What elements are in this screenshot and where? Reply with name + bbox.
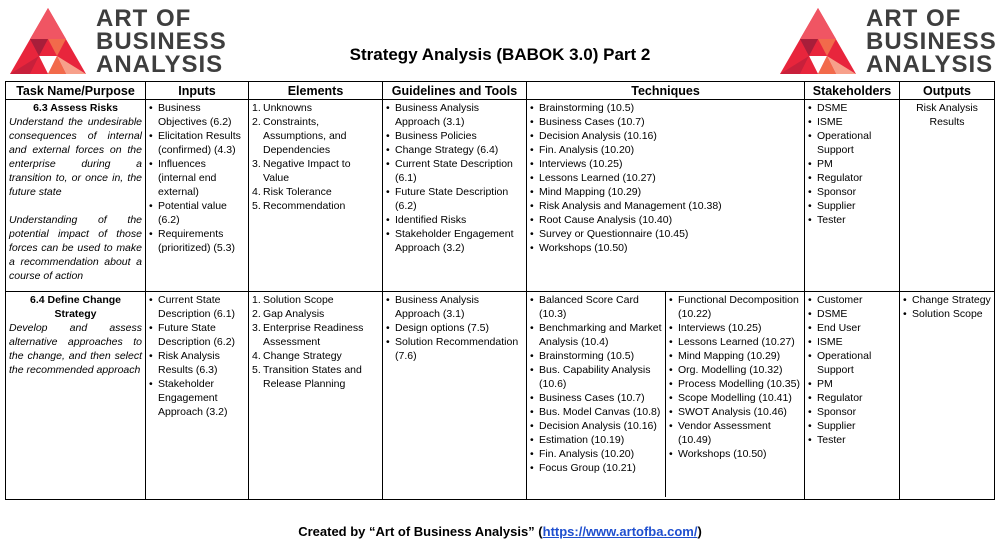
list-item: 5. Recommendation	[252, 199, 379, 213]
elements-cell	[249, 292, 383, 500]
list-item: • Design options (7.5)	[386, 321, 523, 335]
list-item: • Workshops (10.50)	[530, 241, 801, 255]
list-item: 2. Constraints, Assumptions, and Dependencies	[252, 115, 379, 157]
header-task: Task Name/Purpose	[6, 82, 146, 100]
footer-suffix: )	[697, 524, 702, 539]
logo-line: BUSINESS	[96, 28, 227, 55]
stakeholders-cell	[805, 100, 900, 292]
list-item: • Operational Support	[808, 349, 896, 377]
list-item: • Vendor Assessment (10.49)	[669, 419, 801, 447]
list-item: • Org. Modelling (10.32)	[669, 363, 801, 377]
outputs-cell	[900, 100, 995, 292]
website-link[interactable]: https://www.artofba.com/	[542, 524, 698, 539]
outputs-cell	[900, 292, 995, 500]
list-item: • Elicitation Results (confirmed) (4.3)	[149, 129, 245, 157]
logo-line: BUSINESS	[866, 28, 997, 55]
list-item: 3. Enterprise Readiness Assessment	[252, 321, 379, 349]
list-item: • DSME	[808, 307, 896, 321]
logo-line: ART OF	[866, 5, 962, 32]
list-item: • Future State Description (6.2)	[149, 321, 245, 349]
list-item: • PM	[808, 377, 896, 391]
list-item: • Balanced Score Card (10.3)	[530, 293, 662, 321]
task-purpose: Develop and assess alternative approaches to the change, and then select the recommended approach	[9, 322, 142, 376]
page-title: Strategy Analysis (BABOK 3.0) Part 2	[349, 45, 651, 64]
header-stakeholders: Stakeholders	[805, 82, 900, 100]
list-item: 3. Negative Impact to Value	[252, 157, 379, 185]
task-purpose: Understand the undesirable consequences of internal and external forces on the enterprise during a transition to, or once in, the future state	[9, 116, 142, 198]
list-item: • Decision Analysis (10.16)	[530, 419, 662, 433]
list-item: • Sponsor	[808, 185, 896, 199]
guidelines-cell	[383, 292, 527, 500]
list-item: 2. Gap Analysis	[252, 307, 379, 321]
list-item: • Solution Recommendation (7.6)	[386, 335, 523, 363]
list-item: • Sponsor	[808, 405, 896, 419]
list-item: • Estimation (10.19)	[530, 433, 662, 447]
list-item: • Risk Analysis Results (6.3)	[149, 349, 245, 377]
list-item: 4. Risk Tolerance	[252, 185, 379, 199]
list-item: • Survey or Questionnaire (10.45)	[530, 227, 801, 241]
list-item: • Risk Analysis and Management (10.38)	[530, 199, 801, 213]
header-elements: Elements	[249, 82, 383, 100]
list-item: • Requirements (prioritized) (5.3)	[149, 227, 245, 255]
list-item: • Brainstorming (10.5)	[530, 349, 662, 363]
inputs-cell	[146, 100, 249, 292]
list-item: • End User	[808, 321, 896, 335]
output-text: Risk Analysis Results	[916, 102, 978, 128]
list-item: • Mind Mapping (10.29)	[530, 185, 801, 199]
strategy-analysis-table	[5, 81, 995, 500]
list-item: 5. Transition States and Release Planning	[252, 363, 379, 391]
list-item: • Business Cases (10.7)	[530, 115, 801, 129]
list-item: • Change Strategy (6.4)	[386, 143, 523, 157]
list-item: 1. Unknowns	[252, 101, 379, 115]
list-item: • Stakeholder Engagement Approach (3.2)	[149, 377, 245, 419]
elements-cell	[249, 100, 383, 292]
list-item: 4. Change Strategy	[252, 349, 379, 363]
list-item: • Change Strategy	[903, 293, 991, 307]
list-item: • Business Policies	[386, 129, 523, 143]
list-item: • Business Cases (10.7)	[530, 391, 662, 405]
task-title: 6.3 Assess Risks	[33, 102, 118, 114]
list-item: • ISME	[808, 115, 896, 129]
list-item: • Solution Scope	[903, 307, 991, 321]
brand-logo-left	[8, 6, 227, 76]
task-purpose: Understanding of the potential impact of those forces can be used to make a recommendation about a course of action	[9, 214, 142, 282]
list-item: • PM	[808, 157, 896, 171]
list-item: • Focus Group (10.21)	[530, 461, 662, 475]
list-item: • Supplier	[808, 419, 896, 433]
logo-wordmark	[96, 7, 227, 76]
triangle-logo-icon	[778, 6, 858, 76]
table-row	[6, 292, 995, 500]
list-item: • Interviews (10.25)	[530, 157, 801, 171]
header-techniques: Techniques	[527, 82, 805, 100]
list-item: • Identified Risks	[386, 213, 523, 227]
list-item: • Influences (internal end external)	[149, 157, 245, 199]
list-item: • Business Analysis Approach (3.1)	[386, 101, 523, 129]
task-cell	[6, 100, 146, 292]
logo-line: ART OF	[96, 5, 192, 32]
list-item: • SWOT Analysis (10.46)	[669, 405, 801, 419]
list-item: • Potential value (6.2)	[149, 199, 245, 227]
footer-prefix: Created by “Art of Business Analysis” (	[298, 524, 543, 539]
task-cell	[6, 292, 146, 500]
list-item: • Lessons Learned (10.27)	[530, 171, 801, 185]
list-item: • Customer	[808, 293, 896, 307]
inputs-cell	[146, 292, 249, 500]
list-item: • Fin. Analysis (10.20)	[530, 143, 801, 157]
header-guidelines: Guidelines and Tools	[383, 82, 527, 100]
list-item: • Regulator	[808, 391, 896, 405]
list-item: • Scope Modelling (10.41)	[669, 391, 801, 405]
list-item: • Tester	[808, 433, 896, 447]
header-outputs: Outputs	[900, 82, 995, 100]
list-item: • Stakeholder Engagement Approach (3.2)	[386, 227, 523, 255]
task-title: 6.4 Define Change Strategy	[29, 294, 122, 320]
techniques-column-left	[527, 292, 666, 497]
header-inputs: Inputs	[146, 82, 249, 100]
stakeholders-cell	[805, 292, 900, 500]
list-item: • Benchmarking and Market Analysis (10.4)	[530, 321, 662, 349]
list-item: • ISME	[808, 335, 896, 349]
table-row	[6, 100, 995, 292]
guidelines-cell	[383, 100, 527, 292]
list-item: • Brainstorming (10.5)	[530, 101, 801, 115]
list-item: • Root Cause Analysis (10.40)	[530, 213, 801, 227]
list-item: • Tester	[808, 213, 896, 227]
footer-credit	[0, 524, 1000, 539]
list-item: • Workshops (10.50)	[669, 447, 801, 461]
list-item: • Regulator	[808, 171, 896, 185]
techniques-cell	[527, 100, 805, 292]
techniques-cell	[527, 292, 805, 500]
list-item: • Functional Decomposition (10.22)	[669, 293, 801, 321]
list-item: • Mind Mapping (10.29)	[669, 349, 801, 363]
list-item: • Operational Support	[808, 129, 896, 157]
list-item: • Bus. Capability Analysis (10.6)	[530, 363, 662, 391]
list-item: 1. Solution Scope	[252, 293, 379, 307]
list-item: • Decision Analysis (10.16)	[530, 129, 801, 143]
logo-line: ANALYSIS	[866, 51, 994, 78]
list-item: • Bus. Model Canvas (10.8)	[530, 405, 662, 419]
list-item: • Lessons Learned (10.27)	[669, 335, 801, 349]
list-item: • Future State Description (6.2)	[386, 185, 523, 213]
list-item: • Current State Description (6.1)	[149, 293, 245, 321]
list-item: • Supplier	[808, 199, 896, 213]
logo-wordmark	[866, 7, 997, 76]
table-header-row	[6, 82, 995, 100]
list-item: • Fin. Analysis (10.20)	[530, 447, 662, 461]
list-item: • Interviews (10.25)	[669, 321, 801, 335]
list-item: • Process Modelling (10.35)	[669, 377, 801, 391]
techniques-column-right	[666, 292, 804, 497]
logo-line: ANALYSIS	[96, 51, 224, 78]
list-item: • Business Objectives (6.2)	[149, 101, 245, 129]
list-item: • Business Analysis Approach (3.1)	[386, 293, 523, 321]
list-item: • Current State Description (6.1)	[386, 157, 523, 185]
list-item: • DSME	[808, 101, 896, 115]
triangle-logo-icon	[8, 6, 88, 76]
brand-logo-right	[778, 6, 997, 76]
